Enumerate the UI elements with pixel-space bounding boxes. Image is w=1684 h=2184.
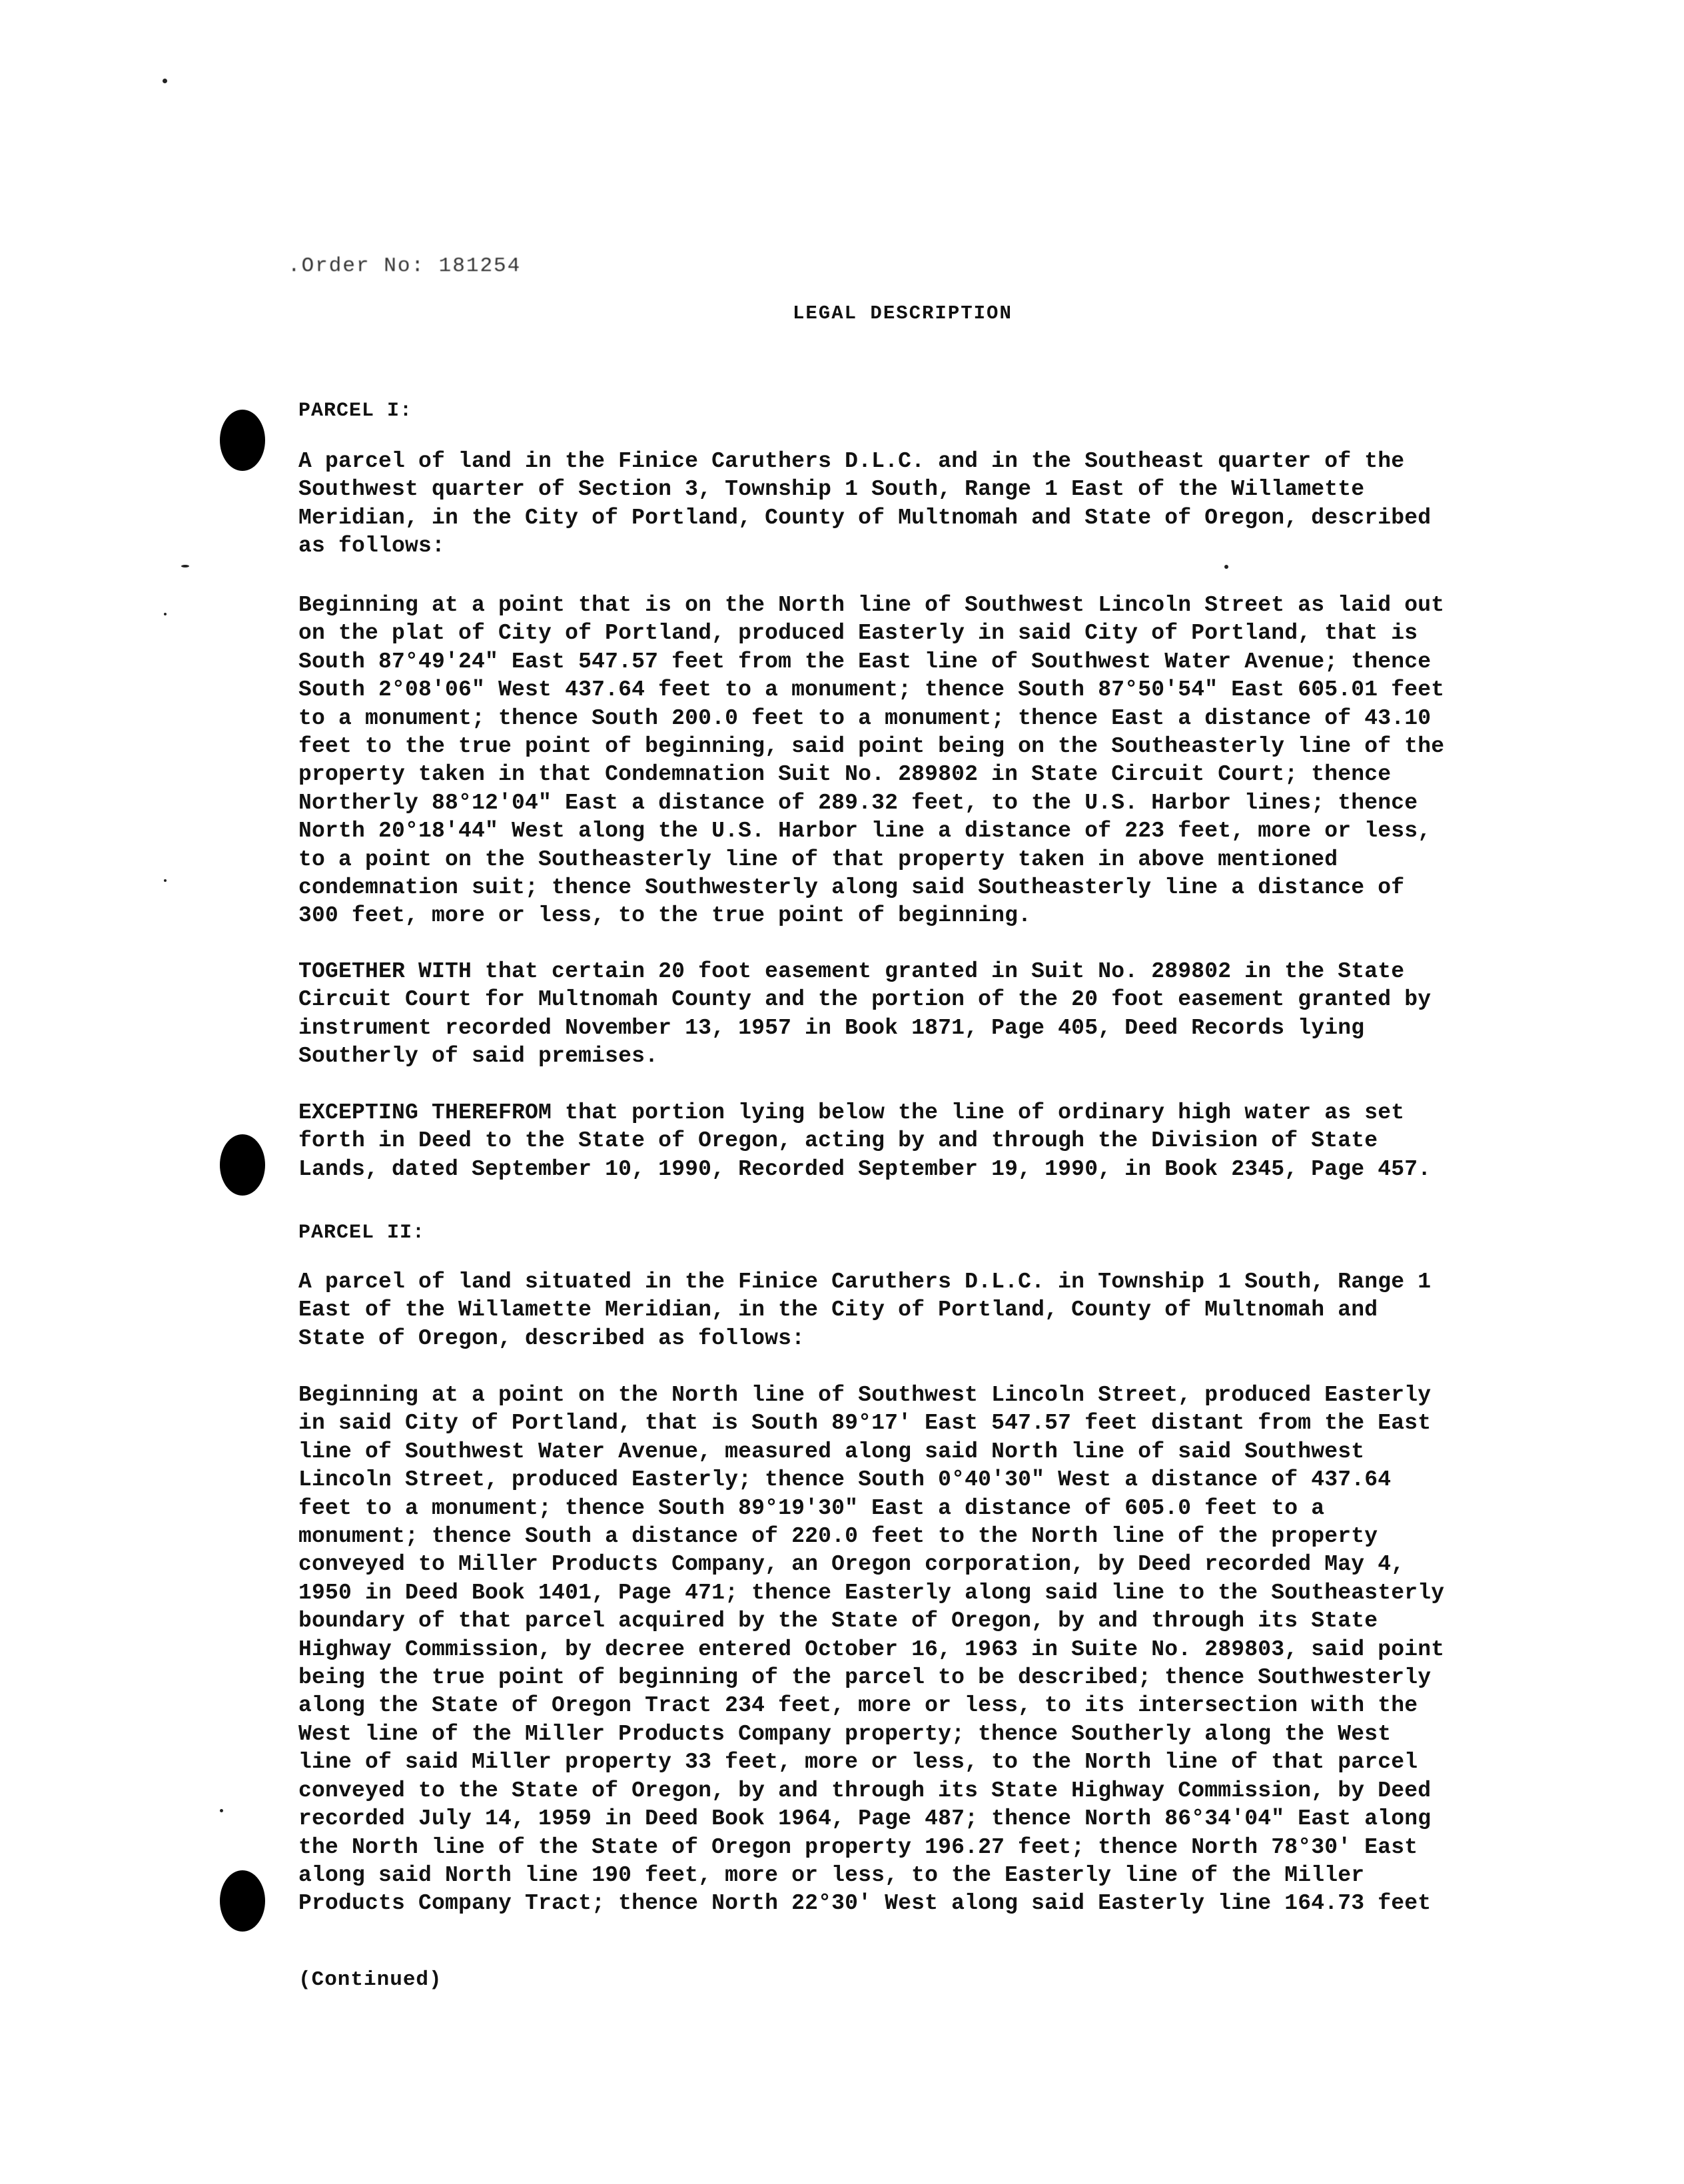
- scan-speck: [164, 613, 167, 615]
- parcel-2-description: Beginning at a point on the North line of Southwest Lincoln Street, produced Easterly in said City of Portland, that is South 89°17' East 547.57 feet distant from the East line of Southwest Water Avenue, measured along said North line of said Southwest Lincoln Street, produced Easterly; thence South 0°40'30" West a distance of 437.64 feet to a monument; thence South 89°19'30" East a distance of 605.0 feet to a monument; thence South a distance of 220.0 feet to the North line of the property conveyed to Miller Products Company, an Oregon corporation, by Deed recorded May 4, 1950 in Deed Book 1401, Page 471; thence Easterly along said line to the Southeasterly boundary of that parcel acquired by the State of Oregon, by and through its State Highway Commission, by decree entered October 16, 1963 in Suite No. 289803, said point being the true point of beginning of the parcel to be described; thence Southwesterly along the State of Oregon Tract 234 feet, more or less, to its intersection with the West line of the Miller Products Company property; thence Southerly along the West line of said Miller property 33 feet, more or less, to the North line of that parcel conveyed to the State of Oregon, by and through its State Highway Commission, by Deed recorded July 14, 1959 in Deed Book 1964, Page 487; thence North 86°34'04" East along the North line of the State of Oregon property 196.27 feet; thence North 78°30' East along said North line 190 feet, more or less, to the Easterly line of the Miller Products Company Tract; thence North 22°30' West along said Easterly line 164.73 feet: [298, 1383, 1445, 1916]
- scan-speck: [163, 79, 167, 83]
- document-title: LEGAL DESCRIPTION: [793, 302, 1013, 324]
- order-number: .Order No: 181254: [288, 254, 522, 278]
- parcel-1-description: Beginning at a point that is on the North line of Southwest Lincoln Street as laid out on the plat of City of Portland, produced Easterly in said City of Portland, that is South 87°49'24" East 547.57 feet from the East line of Southwest Water Avenue; thence South 2°08'06" West 437.64 feet to a monument; thence South 87°50'54" East 605.01 feet to a monument; thence South 200.0 feet to a monument; thence East a distance of 43.10 feet to the true point of beginning, said point being on the Southeasterly line of the property taken in that Condemnation Suit No. 289802 in State Circuit Court; thence Northerly 88°12'04" East a distance of 289.32 feet, to the U.S. Harbor lines; thence North 20°18'44" West along the U.S. Harbor line a distance of 223 feet, more or less, to a point on the Southeasterly line of that property taken in above mentioned condemnation suit; thence Southwesterly along said Southeasterly line a distance of 300 feet, more or less, to the true point of beginning.: [298, 593, 1445, 928]
- parcel-1-heading: PARCEL I:: [298, 400, 413, 422]
- parcel-2-intro: A parcel of land situated in the Finice Caruthers D.L.C. in Township 1 South, Range 1 East of the Willamette Meridian, in the City of Portland, County of Multnomah and State of Oregon, described as follows:: [298, 1270, 1432, 1351]
- punch-hole-top: [220, 410, 265, 471]
- parcel-1-excepting: EXCEPTING THEREFROM that portion lying below the line of ordinary high water as set forth in Deed to the State of Oregon, acting by and through the Division of State Lands, dated September 10, 1990, Recorded September 19, 1990, in Book 2345, Page 457.: [298, 1100, 1432, 1182]
- parcel-1-together-with: TOGETHER WITH that certain 20 foot easement granted in Suit No. 289802 in the State Circuit Court for Multnomah County and the portion of the 20 foot easement granted by instrument recorded November 13, 1957 in Book 1871, Page 405, Deed Records lying Southerly of said premises.: [298, 959, 1432, 1069]
- punch-hole-bottom: [220, 1870, 265, 1932]
- continued-note: (Continued): [298, 1968, 442, 1992]
- punch-hole-middle: [220, 1134, 265, 1196]
- scan-speck: [181, 565, 189, 567]
- scan-speck: [1224, 565, 1228, 569]
- scan-speck: [164, 879, 167, 882]
- parcel-2-heading: PARCEL II:: [298, 1222, 426, 1244]
- scan-speck: [220, 1809, 223, 1812]
- parcel-1-intro: A parcel of land in the Finice Caruthers D.L.C. and in the Southeast quarter of the Southwest quarter of Section 3, Township 1 South, Range 1 East of the Willamette Meridian, in the City of Portland, County of Multnomah and State of Oregon, described as follows:: [298, 449, 1432, 559]
